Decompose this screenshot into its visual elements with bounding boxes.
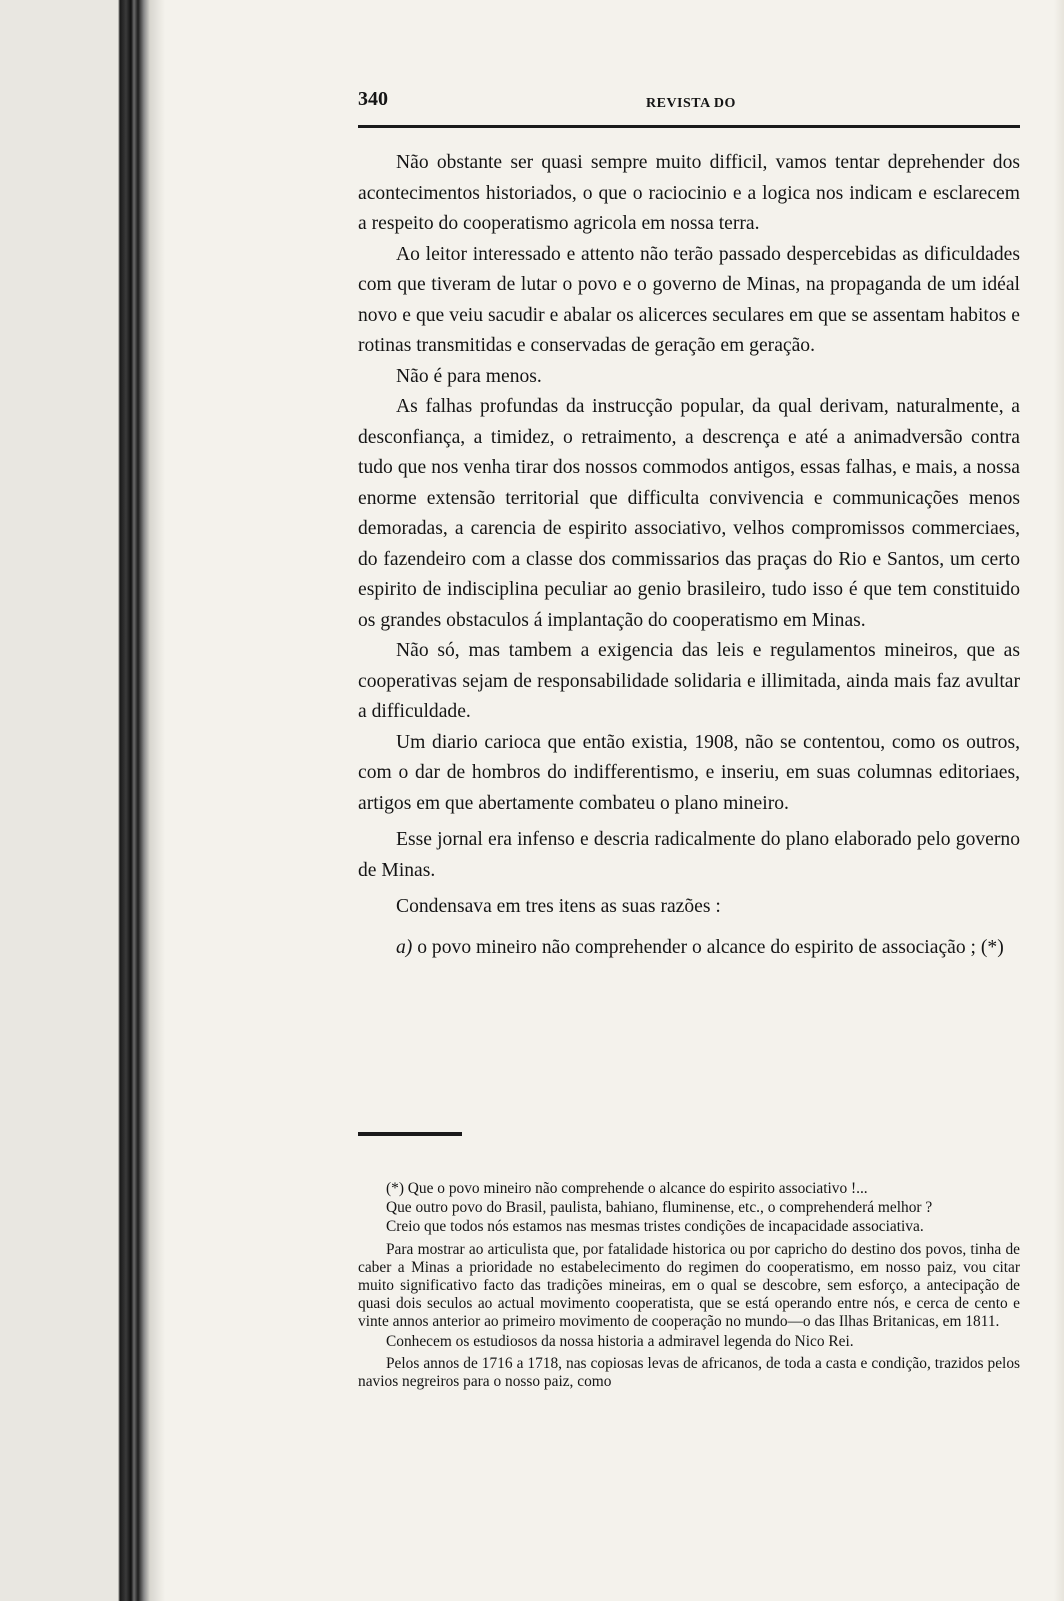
footnotes (358, 1180, 1020, 1395)
footnote: Para mostrar ao articulista que, por fatalidade historica ou por capricho do destino dos povos, tinha de caber a Minas a prioridade no estabelecimento do regimen do cooperatismo, em nosso paiz, vou citar muito significativo facto das tradições mineiras, em o qual se descobre, sem esforço, a antecipação de quasi dois seculos ao actual movimento cooperatista, que se está operando entre nós, e cerca de cento e vinte annos anterior ao primeiro movimento de cooperação no mundo—o das Ilhas Britanicas, em 1811. (358, 1240, 1020, 1331)
footnote: Creio que todos nós estamos nas mesmas tristes condições de incapacidade associativa. (386, 1218, 924, 1236)
paragraph: Ao leitor interessado e attento não terão passado despercebidas as dificuldades com que tiveram de lutar o povo e o governo de Minas, na propaganda de um idéal novo e que veiu sacudir e abalar os alicerces seculares em que se assentam habitos e rotinas transmitidas e conservadas de geração em geração. (358, 243, 1020, 356)
header-rule (358, 125, 1020, 128)
paragraph: As falhas profundas da instrucção popular, da qual derivam, naturalmente, a desconfiança, a timidez, o retraimento, a descrença e até a animadversão contra tudo que nos venha tirar dos nossos commodos antigos, essas falhas, e mais, a nossa enorme extensão territorial que difficulta convivencia e communicações menos demoradas, a carencia de espirito associativo, velhos compromissos commerciaes, do fazendeiro com a classe dos commissarios das praças do Rio e Santos, um certo espirito de indisciplina peculiar ao genio brasileiro, tudo isso é que tem constituido os grandes obstaculos á implantação do cooperatismo em Minas. (358, 396, 1020, 631)
list-item-a (358, 933, 1020, 964)
book-page (358, 84, 1020, 1391)
footnote: Pelos annos de 1716 a 1718, nas copiosas levas de africanos, de toda a casta e condição, trazidos pelos navios negreiros para o nosso paiz, como (358, 1354, 1020, 1391)
paragraph: Não é para menos. (396, 365, 542, 387)
book-binding-gutter (0, 0, 165, 1601)
page-number: 340 (358, 88, 388, 110)
footnote: Que outro povo do Brasil, paulista, bahiano, fluminense, etc., o comprehenderá melhor ? (386, 1199, 933, 1217)
paragraph: Condensava em tres itens as suas razões : (396, 896, 721, 917)
paragraph: Não obstante ser quasi sempre muito difficil, vamos tentar deprehender dos acontecimentos historiados, o que o raciocinio e a logica nos indicam e esclarecem a respeito do cooperatismo agricola em nossa terra. (358, 152, 1020, 234)
running-title: REVISTA DO (646, 96, 736, 111)
item-letter: a) (396, 936, 413, 958)
paragraph: Um diario carioca que então existia, 1908, não se contentou, como os outros, com o dar de hombros do indifferentismo, e inseriu, em suas columnas editoriaes, artigos em que abertamente combateu o plano mineiro. (358, 731, 1020, 814)
page-edge-shadow (1054, 0, 1064, 1601)
footnote: (*) Que o povo mineiro não comprehende o alcance do espirito associativo !... (386, 1180, 868, 1197)
paragraph: Não só, mas tambem a exigencia das leis e regulamentos mineiros, que as cooperativas sejam de responsabilidade solidaria e illimitada, ainda mais faz avultar a difficuldade. (358, 640, 1020, 722)
paragraph: Esse jornal era infenso e descria radicalmente do plano elaborado pelo governo de Minas. (358, 829, 1020, 881)
page-header (358, 84, 1020, 124)
body-text (358, 148, 1020, 963)
footnote-rule (358, 1132, 462, 1136)
footnote: Conhecem os estudiosos da nossa historia a admiravel legenda do Nico Rei. (386, 1332, 854, 1350)
item-text: o povo mineiro não comprehender o alcance do espirito de associação ; (*) (412, 936, 1004, 958)
